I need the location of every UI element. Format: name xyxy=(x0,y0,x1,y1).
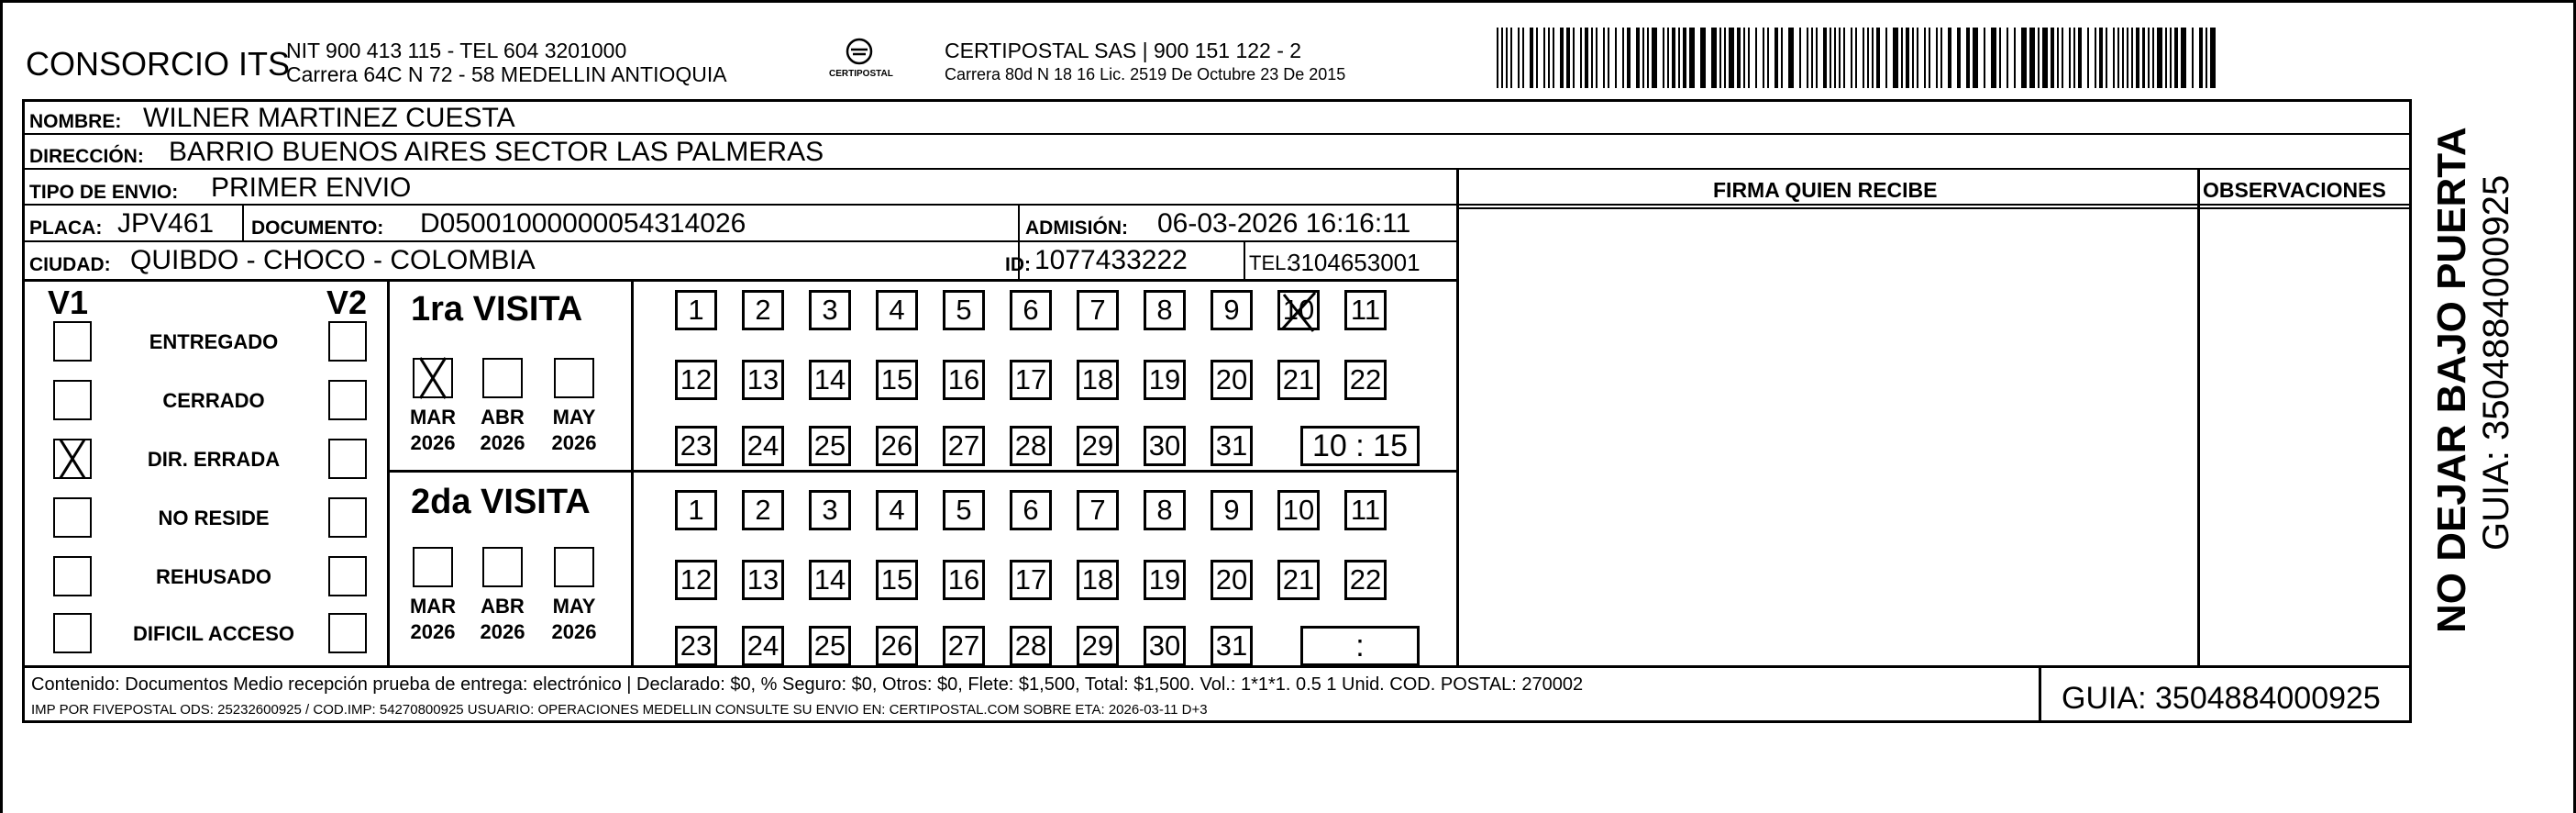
v1-checkbox[interactable] xyxy=(53,380,92,420)
barcode-bar xyxy=(1737,28,1741,88)
month-name: MAY xyxy=(552,595,596,618)
barcode-bar xyxy=(1851,28,1852,88)
direccion-label: DIRECCIÓN: xyxy=(29,146,144,167)
barcode-bar xyxy=(1843,28,1845,88)
observaciones-column-line xyxy=(2197,168,2200,668)
visits-divider xyxy=(387,470,1458,473)
id-value: 1077433222 xyxy=(1034,245,1188,275)
barcode-bar xyxy=(2069,28,2071,88)
day-box[interactable]: 14 xyxy=(809,560,851,600)
shipment-barcode xyxy=(1497,28,2221,88)
day-box[interactable]: 24 xyxy=(742,426,784,466)
day-box[interactable]: 1 xyxy=(675,290,717,330)
barcode-bar xyxy=(1863,28,1864,88)
day-box[interactable]: 10 xyxy=(1277,290,1320,330)
barcode-bar xyxy=(1622,28,1624,88)
barcode-bar xyxy=(2192,28,2194,88)
day-box[interactable]: 8 xyxy=(1144,290,1186,330)
barcode-bar xyxy=(1893,28,1898,88)
barcode-bar xyxy=(1596,28,1598,88)
placa-label: PLACA: xyxy=(29,217,103,239)
placa-value: JPV461 xyxy=(117,208,215,239)
form-right-line xyxy=(2409,99,2412,668)
footer-bottom-line xyxy=(22,720,2412,723)
status-label: ENTREGADO xyxy=(149,330,279,353)
barcode-bar xyxy=(1683,28,1686,88)
v1-checkbox[interactable] xyxy=(53,321,92,362)
day-box[interactable]: 29 xyxy=(1077,426,1119,466)
day-box[interactable]: 1 xyxy=(675,490,717,530)
sender-nit-line: NIT 900 413 115 - TEL 604 3201000 xyxy=(286,39,627,62)
barcode-bar xyxy=(1936,28,1938,88)
barcode-bar xyxy=(2117,28,2119,88)
admision-value: 06-03-2026 16:16:11 xyxy=(1157,208,1411,239)
barcode-bar xyxy=(2051,28,2054,88)
visit-time-box[interactable]: : xyxy=(1300,626,1420,666)
day-box[interactable]: 27 xyxy=(943,626,985,666)
barcode-bar xyxy=(1678,28,1680,88)
carrier-line: CERTIPOSTAL SAS | 900 151 122 - 2 xyxy=(945,39,1302,62)
barcode-bar xyxy=(1636,28,1640,88)
day-box[interactable]: 30 xyxy=(1144,626,1186,666)
barcode-bar xyxy=(2042,28,2048,88)
row-line xyxy=(22,204,2412,206)
barcode-bar xyxy=(1755,28,1757,88)
day-box[interactable]: 17 xyxy=(1010,560,1052,600)
status-label: DIR. ERRADA xyxy=(147,448,281,471)
barcode-bar xyxy=(1957,28,1961,88)
barcode-bar xyxy=(1501,28,1503,88)
side-guia: GUIA: 3504884000925 xyxy=(2476,174,2516,551)
day-mark xyxy=(1278,289,1321,335)
day-box[interactable]: 4 xyxy=(876,490,918,530)
day-box[interactable]: 28 xyxy=(1010,426,1052,466)
v2-checkbox[interactable] xyxy=(328,321,367,362)
recipient-name: WILNER MARTINEZ CUESTA xyxy=(143,103,515,133)
barcode-bar xyxy=(1608,28,1609,88)
ciudad-value: QUIBDO - CHOCO - COLOMBIA xyxy=(130,245,536,275)
day-box[interactable]: 13 xyxy=(742,560,784,600)
firma-column-line xyxy=(1456,168,1459,668)
barcode-bar xyxy=(2165,28,2167,88)
barcode-bar xyxy=(2014,28,2016,88)
barcode-bar xyxy=(1767,28,1769,88)
month-name: MAR xyxy=(409,406,457,429)
barcode-bar xyxy=(1973,28,1978,88)
barcode-bar xyxy=(1799,28,1801,88)
barcode-bar xyxy=(1867,28,1869,88)
sender-address: Carrera 64C N 72 - 58 MEDELLIN ANTIOQUIA xyxy=(286,62,727,86)
signature-header-line xyxy=(1456,207,2412,209)
barcode-bar xyxy=(2152,28,2154,88)
barcode-bar xyxy=(1724,28,1726,88)
day-box[interactable]: 3 xyxy=(809,490,851,530)
barcode-bar xyxy=(1906,28,1909,88)
barcode-bar xyxy=(1642,28,1644,88)
barcode-bar xyxy=(2122,28,2124,88)
contenido-line: Contenido: Documentos Medio recepción prueba de entrega: electrónico | Declarado: $0, % Seguro: $0, Otros: $0, Flete: $1,500, Total: $1,500. Vol.: 1*1*1. 0.5 1 Unid. COD. POSTAL: 270002 xyxy=(31,674,1584,695)
day-box[interactable]: 20 xyxy=(1211,560,1253,600)
form-top-line xyxy=(22,99,2412,102)
day-box[interactable]: 27 xyxy=(943,426,985,466)
barcode-bar xyxy=(1991,28,1996,88)
day-box[interactable]: 11 xyxy=(1344,290,1387,330)
day-box[interactable]: 10 xyxy=(1277,490,1320,530)
barcode-bar xyxy=(1663,28,1664,88)
v2-checkbox[interactable] xyxy=(328,613,367,653)
day-box[interactable]: 15 xyxy=(876,360,918,400)
certipostal-logo xyxy=(825,35,893,88)
day-box[interactable]: 2 xyxy=(742,290,784,330)
id-label: ID: xyxy=(1005,254,1031,275)
barcode-bar xyxy=(1781,28,1783,88)
barcode-bar xyxy=(2136,28,2139,88)
day-box[interactable]: 24 xyxy=(742,626,784,666)
barcode-bar xyxy=(1689,28,1695,88)
day-box[interactable]: 6 xyxy=(1010,290,1052,330)
day-box[interactable]: 19 xyxy=(1144,560,1186,600)
day-box[interactable]: 21 xyxy=(1277,360,1320,400)
barcode-bar xyxy=(1855,28,1857,88)
barcode-bar xyxy=(2170,28,2172,88)
barcode-bar xyxy=(1999,28,2001,88)
day-box[interactable]: 23 xyxy=(675,426,717,466)
day-box[interactable]: 18 xyxy=(1077,560,1119,600)
month-name: MAR xyxy=(409,595,457,618)
barcode-bar xyxy=(2148,28,2150,88)
barcode-bar xyxy=(1948,28,1951,88)
barcode-bar xyxy=(1912,28,1914,88)
barcode-bar xyxy=(1647,28,1649,88)
barcode-bar xyxy=(1672,28,1675,88)
barcode-bar xyxy=(1834,28,1836,88)
barcode-bar xyxy=(1627,28,1631,88)
visit1-title: 1ra VISITA xyxy=(411,290,583,329)
month-year: 2026 xyxy=(551,431,597,454)
month-checkbox[interactable] xyxy=(482,358,523,398)
row-line xyxy=(22,133,2412,135)
barcode-bar xyxy=(1940,28,1942,88)
barcode-bar xyxy=(1839,28,1841,88)
day-box[interactable]: 26 xyxy=(876,426,918,466)
month-year: 2026 xyxy=(551,620,597,643)
day-box[interactable]: 22 xyxy=(1344,360,1387,400)
barcode-bar xyxy=(1719,28,1721,88)
barcode-bar xyxy=(2199,28,2203,88)
barcode-bar xyxy=(1830,28,1831,88)
day-box[interactable]: 17 xyxy=(1010,360,1052,400)
sender-name: CONSORCIO ITS xyxy=(26,45,291,83)
barcode-bar xyxy=(1811,28,1813,88)
day-box[interactable]: 18 xyxy=(1077,360,1119,400)
day-box[interactable]: 8 xyxy=(1144,490,1186,530)
observaciones-header: OBSERVACIONES xyxy=(2203,178,2386,202)
tel-label: TEL: xyxy=(1249,251,1292,274)
day-box[interactable]: 20 xyxy=(1211,360,1253,400)
v1-checkbox[interactable] xyxy=(53,497,92,538)
barcode-bar xyxy=(1497,28,1498,88)
barcode-bar xyxy=(1763,28,1764,88)
day-box[interactable]: 7 xyxy=(1077,290,1119,330)
barcode-bar xyxy=(1872,28,1874,88)
day-box[interactable]: 12 xyxy=(675,360,717,400)
month-checkbox[interactable] xyxy=(554,547,594,587)
barcode-bar xyxy=(1573,28,1575,88)
day-box[interactable]: 19 xyxy=(1144,360,1186,400)
barcode-bar xyxy=(1700,28,1706,88)
month-checkbox[interactable] xyxy=(554,358,594,398)
barcode-bar xyxy=(2142,28,2146,88)
barcode-bar xyxy=(1885,28,1887,88)
barcode-bar xyxy=(2038,28,2040,88)
barcode-bar xyxy=(1652,28,1657,88)
v2-checkbox[interactable] xyxy=(328,380,367,420)
tipo-envio-value: PRIMER ENVIO xyxy=(211,173,412,203)
row-line xyxy=(22,279,1458,282)
month-checkbox[interactable] xyxy=(413,547,453,587)
barcode-bar xyxy=(1774,28,1778,88)
barcode-bar xyxy=(1748,28,1750,88)
v1-checkbox[interactable] xyxy=(53,613,92,653)
barcode-bar xyxy=(2206,28,2207,88)
v1-checkbox[interactable] xyxy=(53,556,92,596)
status-label: DIFICIL ACCESO xyxy=(132,622,294,645)
barcode-bar xyxy=(1553,28,1554,88)
logo-caption: CERTIPOSTAL xyxy=(829,69,893,79)
v2-checkbox[interactable] xyxy=(328,439,367,479)
month-checkbox[interactable] xyxy=(413,358,453,398)
recipient-address: BARRIO BUENOS AIRES SECTOR LAS PALMERAS xyxy=(169,137,824,167)
day-box[interactable]: 22 xyxy=(1344,560,1387,600)
barcode-bar xyxy=(1667,28,1669,88)
barcode-bar xyxy=(1901,28,1903,88)
day-box[interactable]: 28 xyxy=(1010,626,1052,666)
day-box[interactable]: 4 xyxy=(876,290,918,330)
row-line xyxy=(22,168,2412,170)
barcode-bar xyxy=(2062,28,2063,88)
barcode-bar xyxy=(2113,28,2115,88)
barcode-bar xyxy=(1615,28,1617,88)
v1-checkbox[interactable] xyxy=(53,439,92,479)
visit2-title: 2da VISITA xyxy=(411,483,591,521)
no-dejar-warning: NO DEJAR BAJO PUERTA xyxy=(2429,127,2474,633)
guia-box: GUIA: 3504884000925 xyxy=(2062,681,2381,716)
v1-label: V1 xyxy=(48,284,89,321)
barcode-bar xyxy=(1585,28,1588,88)
day-box[interactable]: 30 xyxy=(1144,426,1186,466)
cell-divider xyxy=(242,204,244,240)
day-box[interactable]: 23 xyxy=(675,626,717,666)
barcode-bar xyxy=(1788,28,1794,88)
barcode-bar xyxy=(1580,28,1582,88)
day-box[interactable]: 13 xyxy=(742,360,784,400)
day-box[interactable]: 11 xyxy=(1344,490,1387,530)
day-box[interactable]: 21 xyxy=(1277,560,1320,600)
barcode-bar xyxy=(1924,28,1926,88)
barcode-bar xyxy=(1510,28,1512,88)
barcode-bar xyxy=(2029,28,2035,88)
day-box[interactable]: 31 xyxy=(1211,426,1253,466)
day-box[interactable]: 2 xyxy=(742,490,784,530)
barcode-bar xyxy=(2073,28,2075,88)
admision-label: ADMISIÓN: xyxy=(1025,217,1128,239)
barcode-bar xyxy=(2007,28,2008,88)
barcode-bar xyxy=(2127,28,2128,88)
day-box[interactable]: 5 xyxy=(943,490,985,530)
month-name: MAY xyxy=(552,406,596,429)
day-box[interactable]: 5 xyxy=(943,290,985,330)
barcode-bar xyxy=(1929,28,1930,88)
barcode-bar xyxy=(1743,28,1745,88)
barcode-bar xyxy=(1807,28,1808,88)
status-label: CERRADO xyxy=(162,389,265,412)
documento-value: D05001000000054314026 xyxy=(420,208,746,239)
barcode-bar xyxy=(1548,28,1550,88)
day-box[interactable]: 25 xyxy=(809,426,851,466)
day-box[interactable]: 12 xyxy=(675,560,717,600)
day-box[interactable]: 31 xyxy=(1211,626,1253,666)
barcode-bar xyxy=(2174,28,2178,88)
visit-time-box[interactable]: 10 : 15 xyxy=(1300,426,1420,466)
top-border xyxy=(0,0,2576,3)
barcode-bar xyxy=(2078,28,2082,88)
imp-line: IMP POR FIVEPOSTAL ODS: 25232600925 / COD.IMP: 54270800925 USUARIO: OPERACIONES MEDELLIN CONSULTE SU ENVIO EN: CERTIPOSTAL.COM SOBRE ETA: 2026-03-11 D+3 xyxy=(31,702,1208,718)
status-label: NO RESIDE xyxy=(158,507,270,529)
month-year: 2026 xyxy=(410,431,456,454)
barcode-bar xyxy=(1966,28,1970,88)
status-label: REHUSADO xyxy=(156,565,271,588)
barcode-bar xyxy=(1917,28,1918,88)
barcode-bar xyxy=(1876,28,1880,88)
documento-label: DOCUMENTO: xyxy=(251,217,384,239)
month-year: 2026 xyxy=(480,431,525,454)
barcode-bar xyxy=(1536,28,1538,88)
ciudad-label: CIUDAD: xyxy=(29,254,111,275)
barcode-bar xyxy=(2057,28,2059,88)
barcode-bar xyxy=(1518,28,1520,88)
day-box[interactable]: 9 xyxy=(1211,490,1253,530)
barcode-bar xyxy=(2099,28,2103,88)
barcode-bar xyxy=(1816,28,1818,88)
barcode-bar xyxy=(1506,28,1508,88)
firma-header: FIRMA QUIEN RECIBE xyxy=(1713,178,1938,202)
v2-checkbox[interactable] xyxy=(328,556,367,596)
barcode-bar xyxy=(1711,28,1717,88)
day-box[interactable]: 26 xyxy=(876,626,918,666)
day-box[interactable]: 14 xyxy=(809,360,851,400)
barcode-bar xyxy=(1566,28,1570,88)
day-box[interactable]: 25 xyxy=(809,626,851,666)
day-box[interactable]: 16 xyxy=(943,360,985,400)
barcode-bar xyxy=(2157,28,2162,88)
barcode-bar xyxy=(1560,28,1564,88)
barcode-bar xyxy=(2181,28,2186,88)
day-box[interactable]: 3 xyxy=(809,290,851,330)
tipo-envio-label: TIPO DE ENVIO: xyxy=(29,182,179,203)
barcode-bar xyxy=(1522,28,1524,88)
barcode-bar xyxy=(2106,28,2107,88)
nombre-label: NOMBRE: xyxy=(29,111,122,132)
month-checkbox[interactable] xyxy=(482,547,523,587)
day-box[interactable]: 16 xyxy=(943,560,985,600)
barcode-bar xyxy=(1591,28,1593,88)
day-box[interactable]: 7 xyxy=(1077,490,1119,530)
barcode-bar xyxy=(2210,28,2216,88)
barcode-bar xyxy=(1984,28,1985,88)
barcode-bar xyxy=(1543,28,1545,88)
tel-value: 3104653001 xyxy=(1288,249,1421,276)
month-name: ABR xyxy=(481,595,525,618)
barcode-bar xyxy=(2087,28,2089,88)
barcode-bar xyxy=(1603,28,1605,88)
cell-divider xyxy=(1244,240,1245,279)
day-box[interactable]: 15 xyxy=(876,560,918,600)
month-year: 2026 xyxy=(410,620,456,643)
barcode-bar xyxy=(2095,28,2096,88)
guia-box-divider xyxy=(2039,666,2041,723)
month-year: 2026 xyxy=(480,620,525,643)
barcode-bar xyxy=(1530,28,1533,88)
carrier-address: Carrera 80d N 18 16 Lic. 2519 De Octubre 23 De 2015 xyxy=(945,65,1346,84)
barcode-bar xyxy=(2021,28,2027,88)
barcode-bar xyxy=(1823,28,1827,88)
barcode-bar xyxy=(1729,28,1734,88)
day-box[interactable]: 29 xyxy=(1077,626,1119,666)
form-left-line xyxy=(22,99,25,668)
v2-checkbox[interactable] xyxy=(328,497,367,538)
v2-label: V2 xyxy=(326,284,368,321)
left-border xyxy=(0,0,3,813)
day-box[interactable]: 9 xyxy=(1211,290,1253,330)
month-name: ABR xyxy=(481,406,525,429)
barcode-bar xyxy=(2131,28,2133,88)
day-box[interactable]: 6 xyxy=(1010,490,1052,530)
